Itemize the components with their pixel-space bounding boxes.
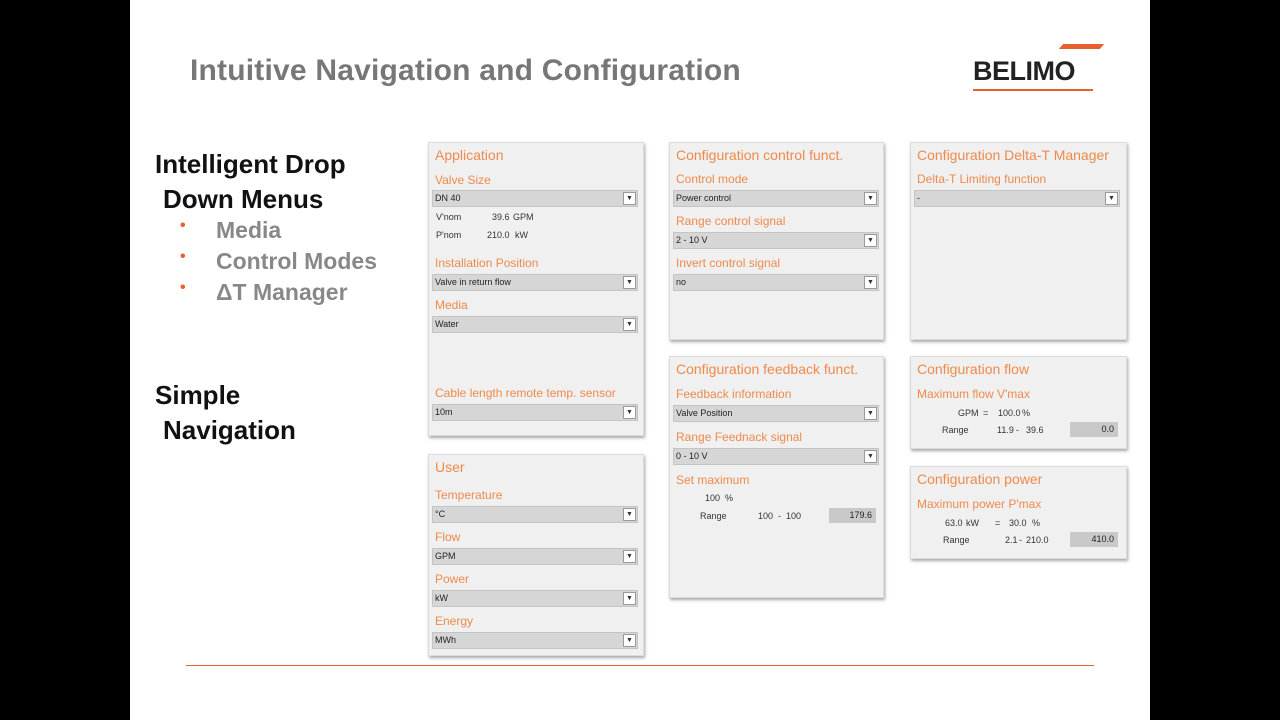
range-from: 11.9 bbox=[997, 425, 1014, 435]
panel-title: Configuration flow bbox=[917, 361, 1030, 377]
chevron-down-icon[interactable]: ▼ bbox=[864, 407, 877, 420]
vnom-label: V'nom bbox=[436, 212, 462, 222]
max-flow-label: Maximum flow V'max bbox=[917, 387, 1030, 401]
vnom-value: 39.6 bbox=[492, 212, 510, 222]
heading-line: Down Menus bbox=[163, 184, 324, 214]
slide bbox=[130, 0, 1150, 720]
range-label: Range bbox=[943, 535, 970, 545]
equals: = bbox=[983, 408, 989, 418]
vnom-unit: GPM bbox=[513, 212, 534, 222]
range-feedback-select[interactable]: 0 - 10 V ▼ bbox=[673, 448, 879, 465]
percent: % bbox=[1032, 518, 1041, 528]
footer-divider bbox=[186, 665, 1094, 666]
pnom-unit: kW bbox=[515, 230, 528, 240]
heading-line: Simple bbox=[155, 380, 241, 410]
max-flow-input[interactable]: 0.0 bbox=[1070, 422, 1118, 437]
panel-title: Configuration Delta-T Manager bbox=[917, 147, 1109, 163]
flow-panel bbox=[910, 356, 1127, 449]
heading-simple-navigation bbox=[155, 378, 296, 448]
range-label: Range bbox=[700, 511, 727, 521]
power-kw-unit: kW bbox=[966, 518, 979, 528]
chevron-down-icon[interactable]: ▼ bbox=[623, 276, 636, 289]
max-power-label: Maximum power P'max bbox=[917, 497, 1042, 511]
installation-select[interactable]: Valve in return flow ▼ bbox=[432, 274, 638, 291]
set-maximum-input[interactable]: 179.6 bbox=[829, 508, 876, 523]
equals: = bbox=[995, 518, 1001, 528]
delta-t-limiting-select[interactable]: - ▼ bbox=[914, 190, 1120, 207]
heading-line: Intelligent Drop bbox=[155, 149, 346, 179]
chevron-down-icon[interactable]: ▼ bbox=[864, 276, 877, 289]
user-panel bbox=[428, 454, 644, 656]
range-feedback-label: Range Feednack signal bbox=[676, 430, 803, 444]
cable-length-select[interactable]: 10m ▼ bbox=[432, 404, 638, 421]
logo-underline bbox=[973, 89, 1093, 91]
control-mode-label: Control mode bbox=[676, 172, 749, 186]
installation-label: Installation Position bbox=[435, 256, 539, 270]
feature-list bbox=[180, 217, 377, 310]
range-dash: - bbox=[1019, 535, 1022, 545]
chevron-down-icon[interactable]: ▼ bbox=[623, 508, 636, 521]
pnom-value: 210.0 bbox=[487, 230, 510, 240]
application-panel bbox=[428, 142, 644, 436]
set-maximum-label: Set maximum bbox=[676, 473, 750, 487]
list-item: • Control Modes bbox=[180, 248, 377, 274]
range-label: Range bbox=[942, 425, 969, 435]
range-control-label: Range control signal bbox=[676, 214, 786, 228]
valve-size-select[interactable]: DN 40 ▼ bbox=[432, 190, 638, 207]
set-maximum-unit: % bbox=[725, 493, 734, 503]
feedback-info-select[interactable]: Valve Position ▼ bbox=[673, 405, 879, 422]
control-function-panel bbox=[669, 142, 884, 340]
energy-unit-select[interactable]: MWh ▼ bbox=[432, 632, 638, 649]
flow-unit-label: Flow bbox=[435, 530, 461, 544]
media-select[interactable]: Water ▼ bbox=[432, 316, 638, 333]
chevron-down-icon[interactable]: ▼ bbox=[864, 192, 877, 205]
temperature-label: Temperature bbox=[435, 488, 503, 502]
set-maximum-value: 100 bbox=[705, 493, 721, 503]
page-title: Intuitive Navigation and Configuration bbox=[190, 54, 741, 87]
range-to: 39.6 bbox=[1026, 425, 1044, 435]
power-kw-value: 63.0 bbox=[945, 518, 963, 528]
logo-stripe bbox=[1078, 44, 1104, 49]
range-to: 100 bbox=[786, 511, 802, 521]
invert-signal-select[interactable]: no ▼ bbox=[673, 274, 879, 291]
power-unit-label: Power bbox=[435, 572, 470, 586]
power-panel bbox=[910, 466, 1127, 559]
panel-title: Configuration power bbox=[917, 471, 1043, 487]
panel-title: User bbox=[435, 459, 465, 475]
chevron-down-icon[interactable]: ▼ bbox=[623, 634, 636, 647]
heading-line: Navigation bbox=[163, 415, 296, 445]
bullet-icon: • bbox=[180, 279, 186, 296]
range-dash: - bbox=[778, 511, 781, 521]
logo-text: BELIMO bbox=[973, 56, 1075, 86]
chevron-down-icon[interactable]: ▼ bbox=[623, 550, 636, 563]
heading-dropdown-menus bbox=[155, 147, 346, 217]
pnom-label: P'nom bbox=[436, 230, 462, 240]
chevron-down-icon[interactable]: ▼ bbox=[864, 234, 877, 247]
flow-unit-select[interactable]: GPM ▼ bbox=[432, 548, 638, 565]
panel-title: Configuration control funct. bbox=[676, 147, 844, 163]
max-flow-value: 100.0 bbox=[998, 408, 1021, 418]
chevron-down-icon[interactable]: ▼ bbox=[623, 318, 636, 331]
percent: % bbox=[1022, 408, 1031, 418]
range-control-select[interactable]: 2 - 10 V ▼ bbox=[673, 232, 879, 249]
control-mode-select[interactable]: Power control ▼ bbox=[673, 190, 879, 207]
range-from: 2.1 bbox=[1005, 535, 1018, 545]
range-from: 100 bbox=[758, 511, 774, 521]
list-item: • Media bbox=[180, 217, 282, 243]
max-power-value: 30.0 bbox=[1009, 518, 1027, 528]
delta-t-limiting-label: Delta-T Limiting function bbox=[917, 172, 1047, 186]
bullet-icon: • bbox=[180, 217, 186, 234]
belimo-logo bbox=[973, 44, 1098, 94]
valve-size-label: Valve Size bbox=[435, 173, 491, 187]
power-unit-select[interactable]: kW ▼ bbox=[432, 590, 638, 607]
energy-unit-label: Energy bbox=[435, 614, 474, 628]
delta-t-panel bbox=[910, 142, 1127, 340]
media-label: Media bbox=[435, 298, 468, 312]
chevron-down-icon[interactable]: ▼ bbox=[1105, 192, 1118, 205]
feedback-function-panel bbox=[669, 356, 884, 598]
range-to: 210.0 bbox=[1026, 535, 1049, 545]
invert-signal-label: Invert control signal bbox=[676, 256, 781, 270]
cable-length-label: Cable length remote temp. sensor bbox=[435, 386, 616, 400]
panel-title: Configuration feedback funct. bbox=[676, 361, 859, 377]
range-dash: - bbox=[1016, 425, 1019, 435]
panel-title: Application bbox=[435, 147, 504, 163]
chevron-down-icon[interactable]: ▼ bbox=[623, 406, 636, 419]
chevron-down-icon[interactable]: ▼ bbox=[623, 192, 636, 205]
flow-unit: GPM bbox=[958, 408, 979, 418]
temperature-select[interactable]: °C ▼ bbox=[432, 506, 638, 523]
chevron-down-icon[interactable]: ▼ bbox=[864, 450, 877, 463]
list-item: • ΔT Manager bbox=[180, 279, 348, 305]
bullet-icon: • bbox=[180, 248, 186, 265]
feedback-info-label: Feedback information bbox=[676, 387, 792, 401]
max-power-input[interactable]: 410.0 bbox=[1070, 532, 1118, 547]
chevron-down-icon[interactable]: ▼ bbox=[623, 592, 636, 605]
